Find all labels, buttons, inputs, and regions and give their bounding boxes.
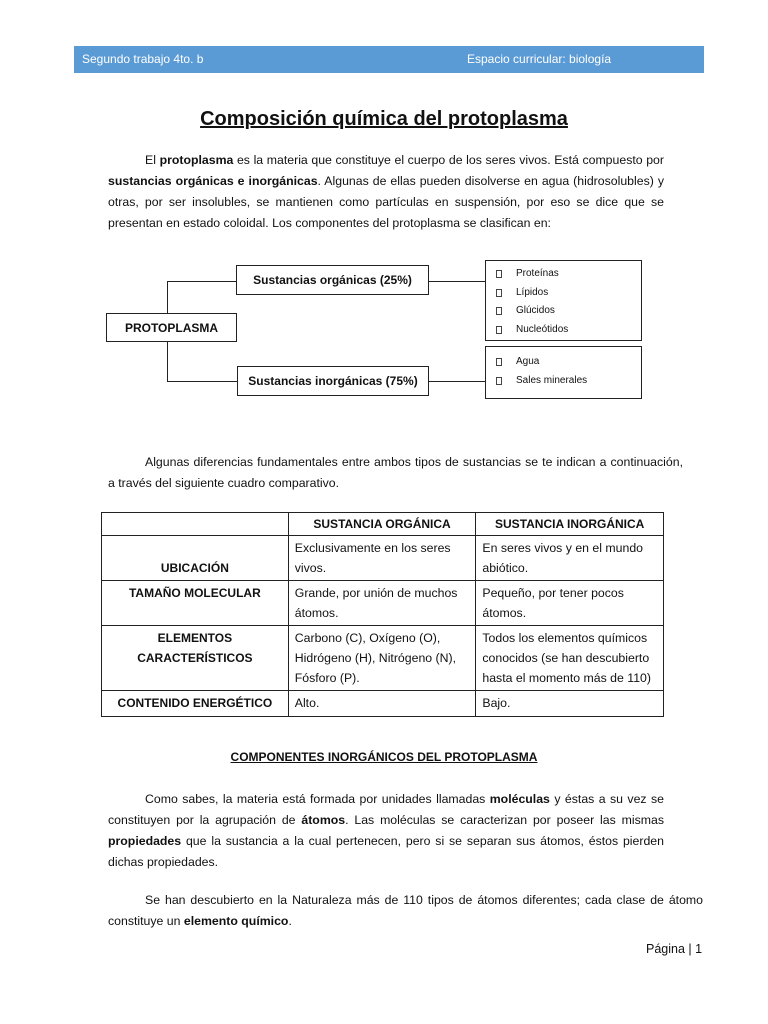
cell-inorganic: Bajo. bbox=[476, 691, 664, 717]
molecules-paragraph: Como sabes, la materia está formada por unidades llamadas moléculas y éstas a su vez se constituyen por la agrupación de átomos. Las moléculas se caracterizan por poseer las mismas propiedades que la sustancia a la cual pertenecen, pero si se separan sus átomos, éstos pierden dichas propiedades. bbox=[108, 792, 664, 869]
table-row bbox=[102, 581, 664, 626]
header-subject: Espacio curricular: biología bbox=[467, 52, 612, 66]
section-title: COMPONENTES INORGÁNICOS DEL PROTOPLASMA bbox=[230, 750, 538, 764]
list-item: Sales minerales bbox=[516, 372, 641, 391]
cell-inorganic: En seres vivos y en el mundo abiótico. bbox=[476, 536, 664, 581]
table-row bbox=[102, 536, 664, 581]
row-label: UBICACIÓN bbox=[102, 536, 289, 581]
cell-organic: Alto. bbox=[288, 691, 476, 717]
cell-organic: Grande, por unión de muchos átomos. bbox=[288, 581, 476, 626]
inorganic-box: Sustancias inorgánicas (75%) bbox=[237, 366, 429, 396]
page-number: Página | 1 bbox=[646, 942, 703, 956]
header-course: Segundo trabajo 4to. b bbox=[82, 52, 204, 66]
table-row bbox=[102, 626, 664, 691]
list-item: Lípidos bbox=[516, 284, 641, 303]
row-label: TAMAÑO MOLECULAR bbox=[102, 581, 289, 626]
organic-list-box bbox=[485, 260, 642, 341]
table-row bbox=[102, 691, 664, 717]
row-label: CONTENIDO ENERGÉTICO bbox=[102, 691, 289, 717]
table-header-row bbox=[102, 513, 664, 536]
row-label: ELEMENTOS CARACTERÍSTICOS bbox=[102, 626, 289, 691]
intro-paragraph: El protoplasma es la materia que constituye el cuerpo de los seres vivos. Está compuesto por sustancias orgánicas e inorgánicas. Algunas de ellas pueden disolverse en agua (hidrosolubles) y otras, por ser insolubles, se mantienen como partículas en suspensión, por eso se dice que se presentan en estado coloidal. Los componentes del protoplasma se clasifican en: bbox=[108, 153, 664, 230]
cell-organic: Carbono (C), Oxígeno (O), Hidrógeno (H), Nitrógeno (N), Fósforo (P). bbox=[288, 626, 476, 691]
list-item: Glúcidos bbox=[516, 302, 641, 321]
cell-inorganic: Todos los elementos químicos conocidos (se han descubierto hasta el momento más de 110) bbox=[476, 626, 664, 691]
term-sustancias: sustancias orgánicas e inorgánicas bbox=[108, 174, 318, 188]
cell-organic: Exclusivamente en los seres vivos. bbox=[288, 536, 476, 581]
comparison-table bbox=[101, 512, 664, 717]
protoplasma-box: PROTOPLASMA bbox=[106, 313, 237, 342]
table-header-organic: SUSTANCIA ORGÁNICA bbox=[288, 513, 476, 536]
list-item: Nucleótidos bbox=[516, 321, 641, 340]
cell-inorganic: Pequeño, por tener pocos átomos. bbox=[476, 581, 664, 626]
header-bar bbox=[74, 46, 704, 73]
organic-box: Sustancias orgánicas (25%) bbox=[236, 265, 429, 295]
table-header-empty bbox=[102, 513, 289, 536]
elements-paragraph: Se han descubierto en la Naturaleza más de 110 tipos de átomos diferentes; cada clase de átomo constituye un elemento químico. bbox=[108, 893, 703, 928]
term-protoplasma: protoplasma bbox=[159, 153, 234, 167]
list-item: Agua bbox=[516, 353, 641, 372]
list-item: Proteínas bbox=[516, 265, 641, 284]
page-title: Composición química del protoplasma bbox=[200, 108, 568, 130]
inorganic-list-box bbox=[485, 346, 642, 399]
differences-paragraph: Algunas diferencias fundamentales entre ambos tipos de sustancias se te indican a continuación, a través del siguiente cuadro comparativo. bbox=[108, 455, 683, 490]
table-header-inorganic: SUSTANCIA INORGÁNICA bbox=[476, 513, 664, 536]
